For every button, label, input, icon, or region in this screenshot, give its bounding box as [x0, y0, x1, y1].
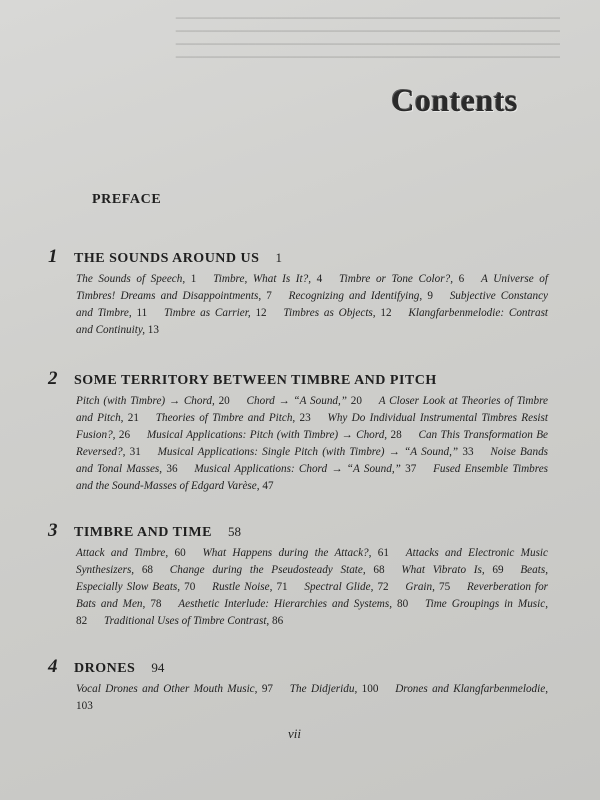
preface-entry: PREFACE — [92, 192, 162, 207]
show-through-text: ━━━━━━━━━━━━━━━━━━━━━━━━━━━━━━━━━━━━━━━━━━━━━━━━━━━━━━━━━━ ━━━━━━━━━━━━━━━━━━━━━━━━━━━━━━━━━━━━━━━━━━━━━━━━━━━━━━━━━━ ━━━━━━━━━━━━━━━━━━━━━━━━━━━━━━━━━━━━━━━━━━━━━━━━━━━━━━━━━━ ━━━━━━━━━━━━━━━━━━━━━━━━━━━━━━━━━━━━━━━━━━━━━━━━━━━━━━━━━━ — [175, 13, 560, 64]
section-page: 61 — [377, 547, 389, 559]
toc-section-entry — [76, 273, 196, 285]
section-title: Noise Bands and Tonal Masses, — [76, 446, 549, 475]
section-title: Pitch (with Timbre) → Chord, — [76, 395, 215, 407]
chapter-sections — [76, 271, 548, 339]
section-page: 12 — [255, 307, 267, 319]
section-title: Traditional Uses of Timbre Contrast, — [103, 615, 270, 627]
chapter-heading — [48, 246, 548, 268]
section-title: The Sounds of Speech, — [76, 273, 186, 285]
page-number: vii — [288, 726, 301, 741]
section-title: Timbre or Tone Color?, — [339, 273, 454, 285]
section-page: 60 — [174, 547, 186, 559]
toc-section-entry — [213, 273, 322, 285]
section-page: 80 — [397, 598, 409, 610]
chapter-title: SOME TERRITORY BETWEEN TIMBRE AND PITCH — [74, 373, 437, 388]
chapter-2 — [48, 368, 548, 495]
toc-section-entry — [405, 581, 450, 593]
section-page: 69 — [492, 564, 504, 576]
section-title: Grain, — [405, 581, 435, 593]
section-page: 72 — [377, 581, 389, 593]
chapter-3 — [48, 520, 548, 630]
section-page: 75 — [438, 581, 451, 593]
section-title: Subjective Constancy and Timbre, — [76, 290, 549, 319]
toc-section-entry — [158, 446, 474, 458]
section-title: Spectral Glide, — [304, 581, 374, 593]
section-title: Beats, Especially Slow Beats, — [76, 564, 548, 593]
section-page: 71 — [276, 581, 288, 593]
toc-section-entry — [401, 564, 503, 576]
section-page: 33 — [462, 446, 474, 458]
section-title: Attack and Timbre, — [76, 547, 169, 559]
section-page: 103 — [76, 700, 93, 712]
section-title: Recognizing and Identifying, — [288, 290, 423, 302]
toc-section-entry — [147, 429, 402, 441]
toc-section-entry — [76, 547, 186, 559]
toc-section-entry — [170, 564, 385, 576]
toc-section-entry — [76, 395, 230, 407]
section-title: Timbre as Carrier, — [164, 307, 251, 319]
section-page: 12 — [380, 307, 392, 319]
section-title: Attacks and Electronic Music Synthesizers, — [76, 547, 549, 576]
chapter-heading — [48, 520, 548, 542]
toc-section-entry — [164, 307, 267, 319]
chapter-title: TIMBRE AND TIME — [74, 525, 212, 540]
section-page: 23 — [299, 412, 311, 424]
section-page: 47 — [262, 480, 274, 492]
section-page: 82 — [76, 615, 88, 627]
toc-section-entry — [304, 581, 388, 593]
section-page: 70 — [184, 581, 196, 593]
section-page: 78 — [150, 598, 162, 610]
section-title: The Didjeridu, — [289, 683, 358, 695]
section-page: 100 — [361, 683, 379, 695]
section-page: 21 — [127, 412, 139, 424]
section-page: 20 — [218, 395, 230, 407]
section-title: Drones and Klangfarbenmelodie, — [395, 683, 549, 695]
section-page: 28 — [390, 429, 402, 441]
chapter-1 — [48, 246, 548, 339]
section-title: Theories of Timbre and Pitch, — [155, 412, 296, 424]
chapter-number: 3 — [48, 520, 58, 541]
chapter-page: 1 — [275, 250, 282, 265]
toc-section-entry — [104, 615, 283, 627]
chapter-sections — [76, 393, 548, 495]
toc-section-entry — [202, 547, 389, 559]
chapter-title: DRONES — [74, 661, 136, 676]
section-page: 31 — [129, 446, 141, 458]
page-title: Contents — [391, 82, 518, 118]
section-page: 26 — [118, 429, 131, 441]
section-title: Timbre, What Is It?, — [213, 273, 312, 285]
section-title: Change during the Pseudosteady State, — [169, 564, 366, 576]
chapter-4 — [48, 656, 548, 715]
chapter-page: 94 — [151, 660, 165, 675]
toc-section-entry — [178, 598, 408, 610]
chapter-number: 2 — [48, 368, 58, 389]
section-title: Vocal Drones and Other Mouth Music, — [76, 683, 258, 695]
section-page: 6 — [458, 273, 465, 285]
chapter-page: 58 — [227, 524, 241, 539]
chapter-heading — [48, 368, 548, 390]
section-page: 68 — [141, 564, 154, 576]
section-page: 20 — [350, 395, 362, 407]
section-page: 97 — [261, 683, 274, 695]
section-title: Reverberation for Bats and Men, — [76, 581, 549, 610]
section-title: Aesthetic Interlude: Hierarchies and Systems, — [178, 598, 393, 610]
section-title: Klangfarbenmelodie: Contrast and Continuity, — [76, 307, 549, 336]
chapter-number: 1 — [48, 246, 58, 267]
section-title: Musical Applications: Chord → “A Sound,” — [194, 463, 401, 475]
section-title: What Vibrato Is, — [401, 564, 485, 576]
section-page: 36 — [166, 463, 178, 475]
section-title: Musical Applications: Pitch (with Timbre) → Chord, — [146, 429, 388, 441]
chapter-number: 4 — [48, 656, 58, 677]
toc-section-entry — [156, 412, 311, 424]
section-page: 11 — [136, 307, 148, 319]
section-title: Timbres as Objects, — [283, 307, 376, 319]
section-title: A Universe of Timbres! Dreams and Disappointments, — [76, 273, 548, 302]
chapter-title: THE SOUNDS AROUND US — [74, 251, 260, 266]
chapter-sections — [76, 681, 548, 715]
toc-section-entry — [289, 290, 433, 302]
toc-section-entry — [283, 307, 391, 319]
toc-section-entry — [194, 463, 416, 475]
toc-section-entry — [247, 395, 362, 407]
chapter-sections — [76, 545, 548, 630]
chapter-heading — [48, 656, 548, 678]
section-title: Rustle Noise, — [212, 581, 273, 593]
section-page: 9 — [427, 290, 433, 302]
section-page: 37 — [405, 463, 417, 475]
section-page: 68 — [373, 564, 385, 576]
section-title: A Closer Look at Theories of Timbre and Pitch, — [76, 395, 548, 424]
section-title: Chord → “A Sound,” — [246, 395, 348, 407]
section-title: Fused Ensemble Timbres and the Sound-Masses of Edgard Varèse, — [76, 463, 549, 492]
section-title: Why Do Individual Instrumental Timbres Resist Fusion?, — [76, 412, 549, 441]
section-title: Time Groupings in Music, — [425, 598, 549, 610]
section-title: Musical Applications: Single Pitch (with Timbre) → “A Sound,” — [157, 446, 459, 458]
toc-section-entry — [339, 273, 464, 285]
section-page: 4 — [316, 273, 323, 285]
section-page: 13 — [147, 324, 159, 336]
section-title: What Happens during the Attack?, — [202, 547, 372, 559]
toc-section-entry — [76, 683, 273, 695]
toc-section-entry — [290, 683, 379, 695]
section-page: 86 — [272, 615, 284, 627]
section-page: 7 — [266, 290, 272, 302]
section-page: 1 — [190, 273, 197, 285]
section-title: Can This Transformation Be Reversed?, — [76, 429, 549, 458]
toc-section-entry — [212, 581, 288, 593]
